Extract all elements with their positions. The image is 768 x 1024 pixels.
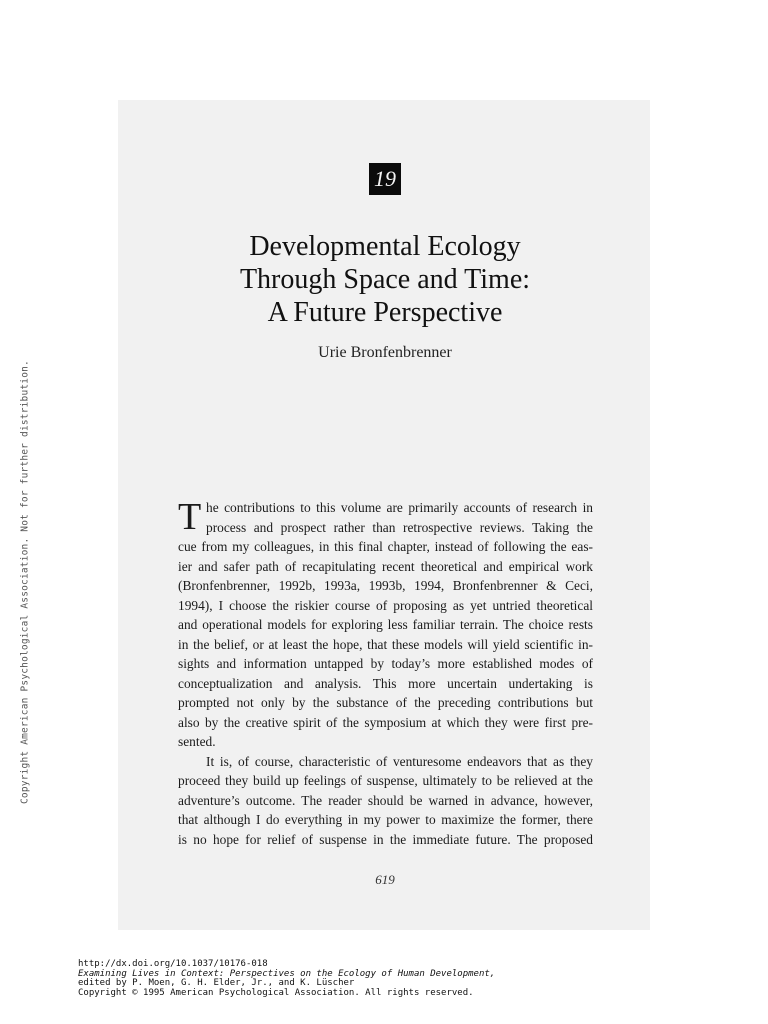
text-line: cue from my colleagues, in this final chapter, instead of following the eas- [178,539,593,554]
text-line: adventure’s outcome. The reader should be warned in advance, however, [178,792,593,808]
citation-footer [78,960,495,998]
chapter-number-badge: 19 [369,163,401,195]
text-line: sented. [178,734,216,749]
author-name: Urie Bronfenbrenner [318,344,452,361]
text-line: conceptualization and analysis. This more uncertain undertaking is [178,675,593,691]
text-line: proceed they build up feelings of suspense, ultimately to be relieved at the [178,773,593,788]
text-line: (Bronfenbrenner, 1992b, 1993a, 1993b, 1994, Bronfenbrenner & Ceci, [178,578,593,593]
text-line: prompted not only by the substance of the preceding contributions but [178,695,593,710]
text-line: is no hope for relief of suspense in the immediate future. The proposed [178,831,593,847]
chapter-title [160,230,610,329]
copyright-line: Copyright © 1995 American Psychological Association. All rights reserved. [78,987,474,998]
text-line: that although I do everything in my power to maximize the former, there [178,812,593,827]
text-line: ier and safer path of recapitulating recent theoretical and empirical work [178,558,593,574]
book-title: Examining Lives in Context: Perspectives on the Ecology of Human Development, [78,968,496,979]
editors-line: edited by P. Moen, G. H. Elder, Jr., and K. Lüscher [78,978,355,988]
drop-cap: T [178,496,202,538]
title-line: A Future Perspective [267,297,503,328]
text-line: he contributions to this volume are primarily accounts of research in [206,500,593,515]
doi-link[interactable]: http://dx.doi.org/10.1037/10176-018 [78,959,268,969]
title-line: Through Space and Time: [239,264,531,295]
title-line: Developmental Ecology [249,231,521,262]
text-line: process and prospect rather than retrospective reviews. Taking the [206,519,593,535]
page-number: 619 [375,872,395,887]
text-line: in the belief, or at least the hope, that these models will yield scientific in- [178,636,593,652]
body-text [178,498,593,849]
paragraph-1 [178,498,593,752]
text-line: 1994), I choose the riskier course of proposing as yet untried theoretical [178,597,593,613]
text-line: also by the creative spirit of the symposium at which they were first pre- [178,714,593,730]
text-line: and operational models for exploring less familiar terrain. The choice rests [178,617,593,632]
text-line: It is, of course, characteristic of venturesome endeavors that as they [206,753,593,769]
paragraph-2 [178,752,593,850]
text-line: sights and information untapped by today’s more established modes of [178,656,593,671]
side-copyright-notice: Copyright American Psychological Association. Not for further distribution. [19,360,31,804]
